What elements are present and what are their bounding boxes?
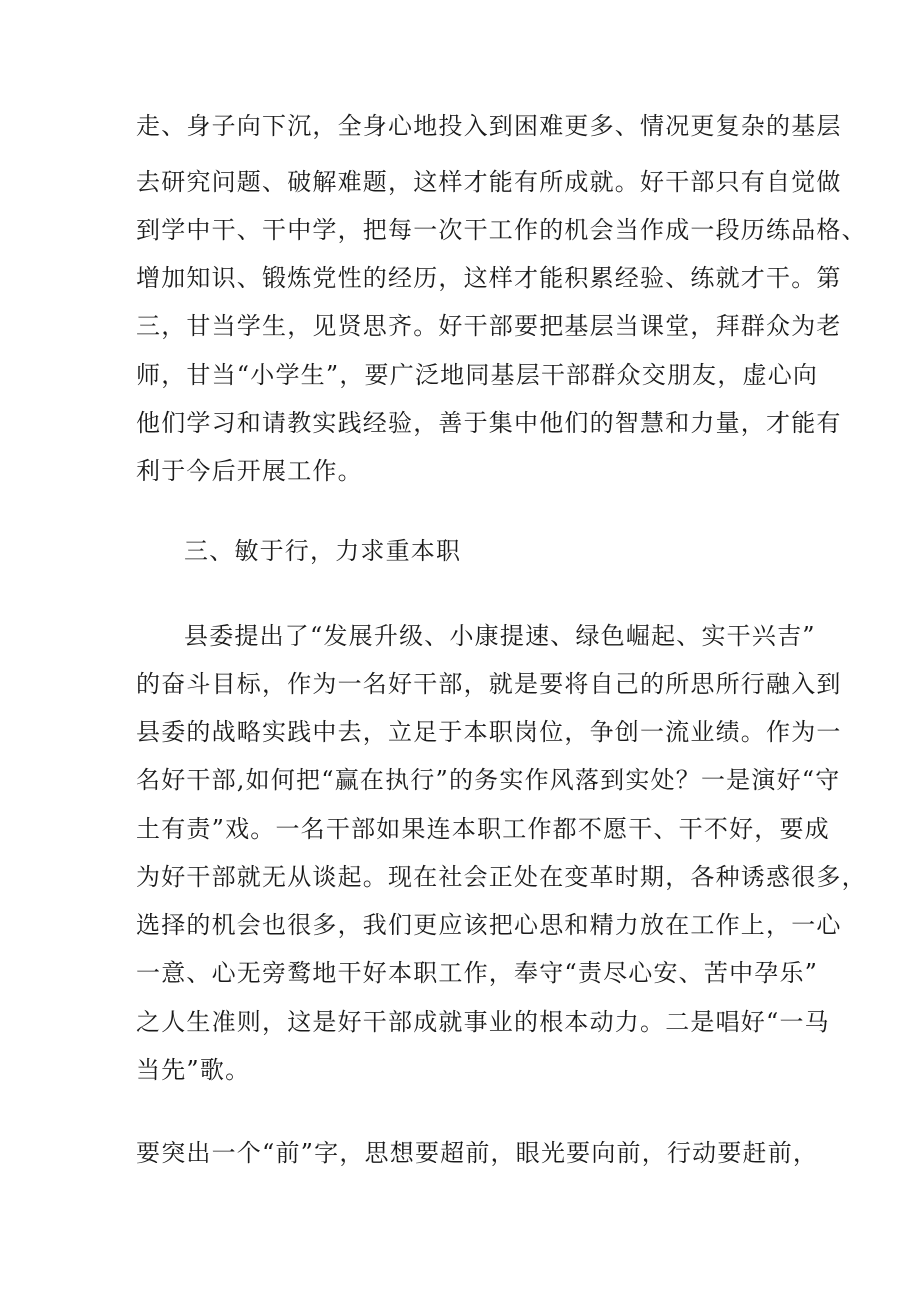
- paragraph-line: 为好干部就无从谈起。现在社会正处在变革时期，各种诱惑很多，: [136, 863, 867, 891]
- paragraph-line: 选择的机会也很多，我们更应该把心思和精力放在工作上，一心: [136, 911, 842, 939]
- paragraph-line: 的奋斗目标，作为一名好干部，就是要将自己的所思所行融入到: [136, 670, 842, 698]
- paragraph-line: 土有责”戏。一名干部如果连本职工作都不愿干、干不好，要成: [136, 815, 830, 843]
- paragraph-line: 去研究问题、破解难题，这样才能有所成就。好干部只有自觉做: [136, 168, 842, 196]
- paragraph-line: 当先”歌。: [136, 1056, 251, 1084]
- paragraph-line: 利于今后开展工作。: [136, 457, 363, 485]
- paragraph-line: 增加知识、锻炼党性的经历，这样才能积累经验、练就才干。第: [136, 264, 842, 292]
- paragraph-line: 要突出一个“前”字，思想要超前，眼光要向前，行动要赶前，: [136, 1139, 819, 1167]
- paragraph-line: 一意、心无旁鹜地干好本职工作，奉守“责尽心安、苦中孕乐”: [136, 959, 819, 987]
- paragraph-line: 县委的战略实践中去，立足于本职岗位，争创一流业绩。作为一: [136, 718, 842, 746]
- paragraph-line: 师，甘当“小学生”，要广泛地同基层干部群众交朋友，虚心向: [136, 361, 819, 389]
- paragraph-line: 他们学习和请教实践经验，善于集中他们的智慧和力量，才能有: [136, 409, 842, 437]
- section-heading: 三、敏于行，力求重本职: [184, 537, 462, 565]
- paragraph-line: 走、身子向下沉，全身心地投入到困难更多、情况更复杂的基层: [136, 112, 842, 140]
- paragraph-line: 名好干部,如何把“赢在执行”的务实作风落到实处？一是演好“守: [136, 766, 841, 794]
- paragraph-line: 之人生准则，这是好干部成就事业的根本动力。二是唱好“一马: [136, 1008, 830, 1036]
- paragraph-line: 三，甘当学生，见贤思齐。好干部要把基层当课堂，拜群众为老: [136, 312, 842, 340]
- paragraph-line: 到学中干、干中学，把每一次干工作的机会当作成一段历练品格、: [136, 216, 867, 244]
- paragraph-line: 县委提出了“发展升级、小康提速、绿色崛起、实干兴吉”: [184, 622, 816, 650]
